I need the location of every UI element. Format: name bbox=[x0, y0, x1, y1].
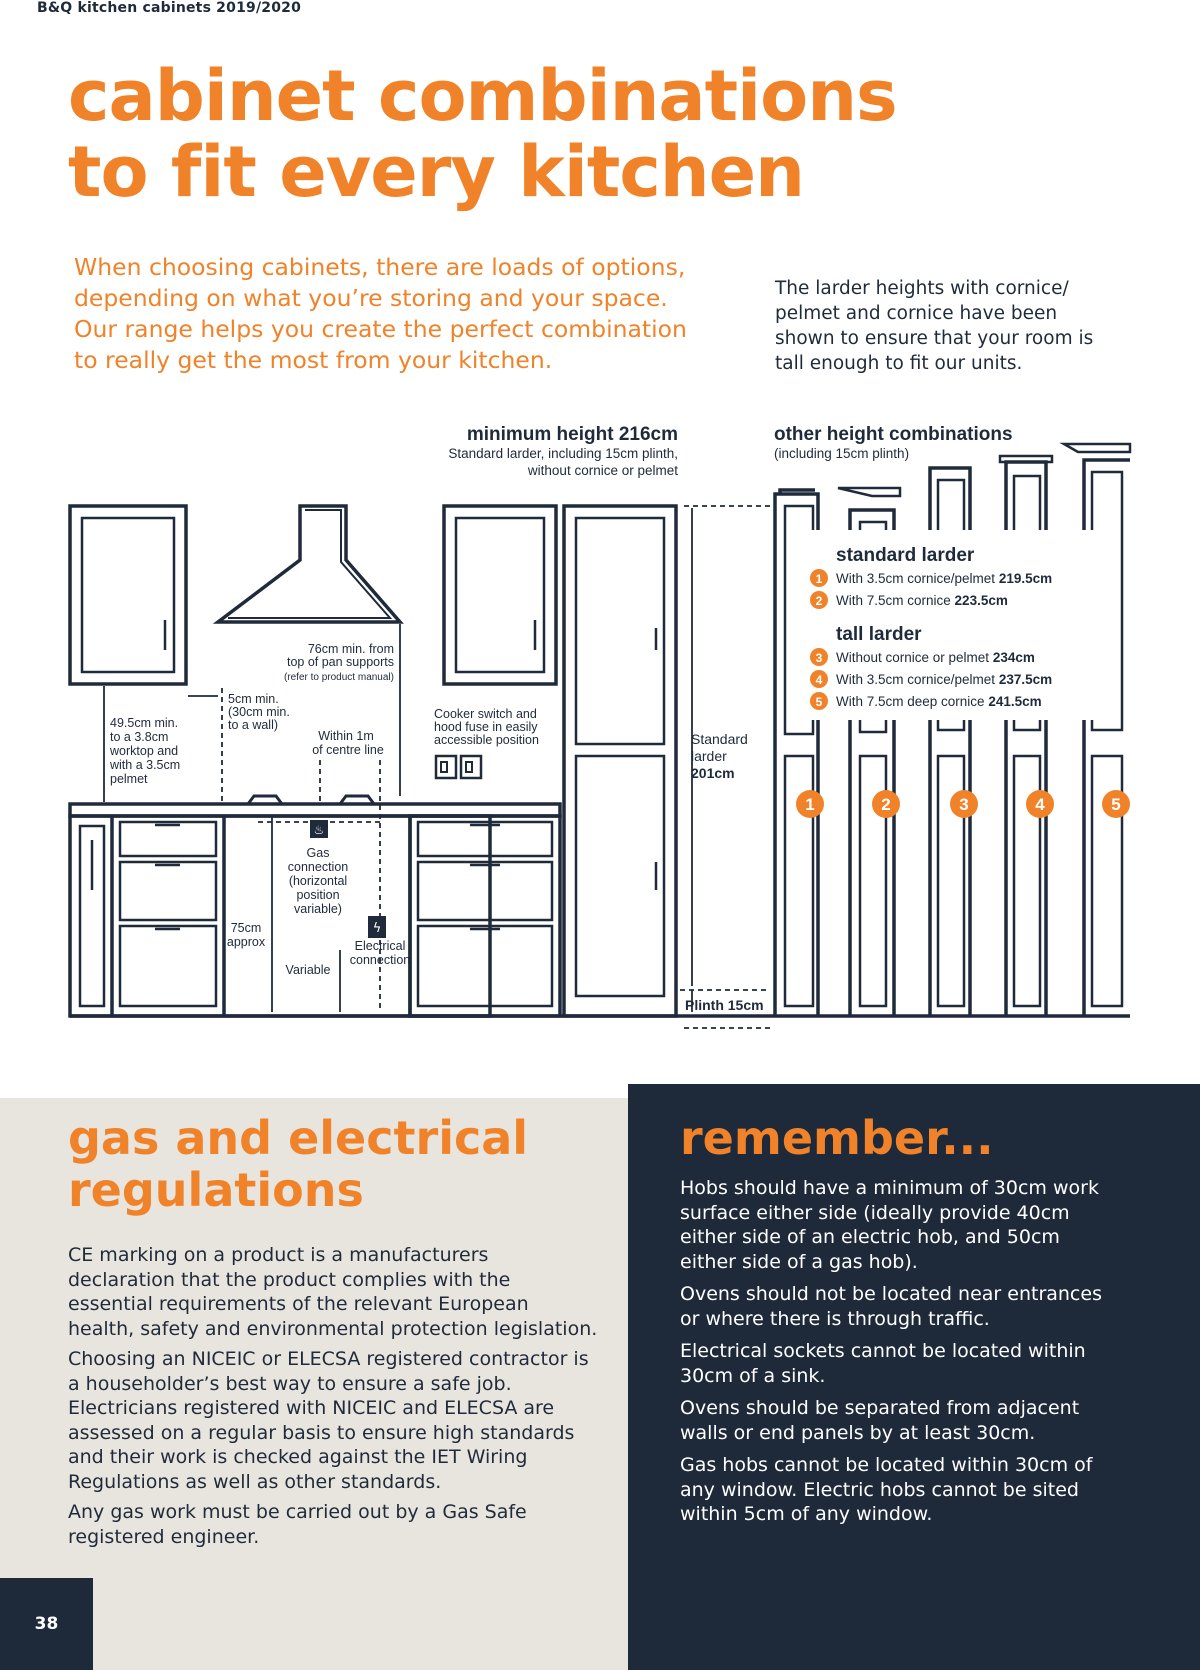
pan-label-1: 76cm min. from bbox=[307, 642, 394, 656]
switch-label-2: hood fuse in easily bbox=[434, 720, 538, 734]
standard-larder-label-2: larder bbox=[691, 748, 727, 764]
pelmet-label-2: to a 3.8cm bbox=[110, 730, 169, 744]
page-title-line-1: cabinet combinations bbox=[68, 55, 897, 137]
approx-label-1: 75cm bbox=[230, 921, 262, 935]
switch-icon bbox=[436, 756, 481, 778]
gas-title-line-2: regulations bbox=[68, 1163, 364, 1217]
legend-item-5 bbox=[836, 694, 1042, 709]
min-height-sub-1: Standard larder, including 15cm plinth, bbox=[448, 446, 678, 461]
remember-list bbox=[680, 1176, 1120, 1535]
centre-label-1: Within 1m bbox=[318, 729, 374, 743]
standard-larder-label-1: Standard bbox=[691, 731, 748, 747]
legend-item-2 bbox=[836, 593, 1008, 608]
remember-item: Hobs should have a minimum of 30cm work surface either side (ideally provide 40cm either side of an electric hob, and 50cm either side of a gas hob). bbox=[680, 1177, 1099, 1273]
pelmet-label-4: with a 3.5cm bbox=[110, 758, 181, 772]
legend-num-4: 4 bbox=[815, 673, 823, 687]
wall-gap-label-2: (30cm min. bbox=[228, 705, 290, 719]
larder-options bbox=[775, 444, 1130, 1016]
worktop bbox=[70, 804, 560, 816]
marker-3: 3 bbox=[959, 795, 969, 814]
min-height-title: minimum height 216cm bbox=[466, 424, 678, 445]
marker-2: 2 bbox=[881, 795, 891, 814]
legend-text-2: With 7.5cm cornice bbox=[836, 593, 955, 608]
electric-label-2: connection bbox=[349, 953, 411, 967]
variable-label: Variable bbox=[285, 963, 331, 977]
other-height-sub: (including 15cm plinth) bbox=[774, 446, 910, 461]
pan-label-2: top of pan supports bbox=[286, 655, 394, 669]
gas-label-3: (horizontal bbox=[288, 874, 348, 888]
remember-item: Gas hobs cannot be located within 30cm of any window. Electric hobs cannot be sited within 5cm of any window. bbox=[680, 1454, 1093, 1525]
gas-paragraph-2: Choosing an NICEIC or ELECSA registered contractor is a householder’s best way to ensure a safe job. Electricians registered with NICEIC and ELECSA are assessed on a regular basis to ensure high standards and their work is checked against the IET Wiring Regulations as well as other standards. bbox=[68, 1348, 589, 1493]
marker-1: 1 bbox=[805, 795, 815, 814]
legend-item-3 bbox=[836, 650, 1035, 665]
standard-larder-label-3: 201cm bbox=[691, 765, 735, 781]
plinth-label: Plinth 15cm bbox=[685, 997, 764, 1013]
gas-label-5: variable) bbox=[294, 902, 342, 916]
wall-gap-label-1: 5cm min. bbox=[228, 692, 279, 706]
pelmet-label-1: 49.5cm min. bbox=[110, 716, 179, 730]
gas-title-line-1: gas and electrical bbox=[68, 1111, 529, 1165]
page-number: 38 bbox=[0, 1578, 93, 1670]
legend-num-1: 1 bbox=[815, 572, 823, 586]
legend-value-2: 223.5cm bbox=[954, 593, 1008, 608]
legend-value-1: 219.5cm bbox=[998, 571, 1053, 586]
legend-value-3: 234cm bbox=[992, 650, 1035, 665]
legend-value-5: 241.5cm bbox=[988, 694, 1042, 709]
page-title bbox=[68, 55, 968, 213]
svg-text:♨: ♨ bbox=[313, 823, 325, 837]
tall-larder-heading: tall larder bbox=[836, 624, 922, 645]
wall-cabinet-right bbox=[444, 506, 556, 684]
wall-gap-label-3: to a wall) bbox=[228, 718, 279, 732]
legend-text-3: Without cornice or pelmet bbox=[836, 650, 993, 665]
legend-item-1 bbox=[836, 571, 1052, 586]
legend-item-4 bbox=[836, 672, 1052, 687]
larder-note: The larder heights with cornice/ pelmet and cornice have been shown to ensure that your room is tall enough to fit our units. bbox=[775, 278, 1094, 374]
pelmet-label-3: worktop and bbox=[110, 744, 179, 758]
legend-value-4: 237.5cm bbox=[998, 672, 1053, 687]
switch-label-3: accessible position bbox=[434, 733, 539, 747]
centre-label-2: of centre line bbox=[312, 743, 384, 757]
intro-text: When choosing cabinets, there are loads of options, depending on what you’re storing and your space. Our range helps you create the perfect combination to really get the most from your kitchen. bbox=[74, 253, 687, 374]
legend-text-4: With 3.5cm cornice/pelmet bbox=[836, 672, 999, 687]
switch-label-1: Cooker switch and bbox=[434, 707, 537, 721]
legend-text-1: With 3.5cm cornice/pelmet bbox=[836, 571, 999, 586]
remember-item: Ovens should not be located near entrances or where there is through traffic. bbox=[680, 1283, 1102, 1330]
other-height-title: other height combinations bbox=[774, 424, 1013, 445]
legend-num-2: 2 bbox=[815, 594, 823, 608]
electric-label-1: Electrical bbox=[354, 939, 406, 953]
marker-5: 5 bbox=[1111, 795, 1121, 814]
remember-item: Ovens should be separated from adjacent walls or end panels by at least 30cm. bbox=[680, 1397, 1080, 1444]
min-height-sub-2: without cornice or pelmet bbox=[527, 463, 678, 478]
gas-label-1: Gas bbox=[306, 846, 330, 860]
standard-larder-heading: standard larder bbox=[836, 545, 975, 566]
gas-regulations-body bbox=[68, 1243, 598, 1555]
cooker-hood bbox=[218, 506, 400, 622]
legend-num-3: 3 bbox=[815, 651, 823, 665]
pan-label-3: (refer to product manual) bbox=[283, 672, 394, 683]
pelmet-label-5: pelmet bbox=[110, 772, 148, 786]
standard-larder bbox=[564, 506, 676, 1016]
document-header: B&Q kitchen cabinets 2019/2020 bbox=[37, 0, 302, 16]
wall-cabinet-left bbox=[70, 506, 186, 684]
gas-label-2: connection bbox=[287, 860, 349, 874]
gas-label-4: position bbox=[296, 888, 340, 902]
legend-text-5: With 7.5cm deep cornice bbox=[836, 694, 989, 709]
legend-num-5: 5 bbox=[815, 695, 823, 709]
page-title-line-2: to fit every kitchen bbox=[68, 131, 804, 213]
kitchen-diagram bbox=[0, 400, 1200, 1040]
approx-label-2: approx bbox=[226, 935, 266, 949]
gas-paragraph-3: Any gas work must be carried out by a Gas Safe registered engineer. bbox=[68, 1501, 527, 1548]
remember-item: Electrical sockets cannot be located within 30cm of a sink. bbox=[680, 1340, 1086, 1387]
remember-title: remember... bbox=[680, 1111, 994, 1165]
gas-paragraph-1: CE marking on a product is a manufacturers declaration that the product complies with the essential requirements of the relevant European health, safety and environmental protection legislation. bbox=[68, 1244, 598, 1340]
marker-4: 4 bbox=[1035, 795, 1045, 814]
gas-regulations-title bbox=[68, 1112, 588, 1216]
svg-text:ϟ: ϟ bbox=[372, 921, 382, 936]
base-unit-left bbox=[70, 816, 490, 1016]
